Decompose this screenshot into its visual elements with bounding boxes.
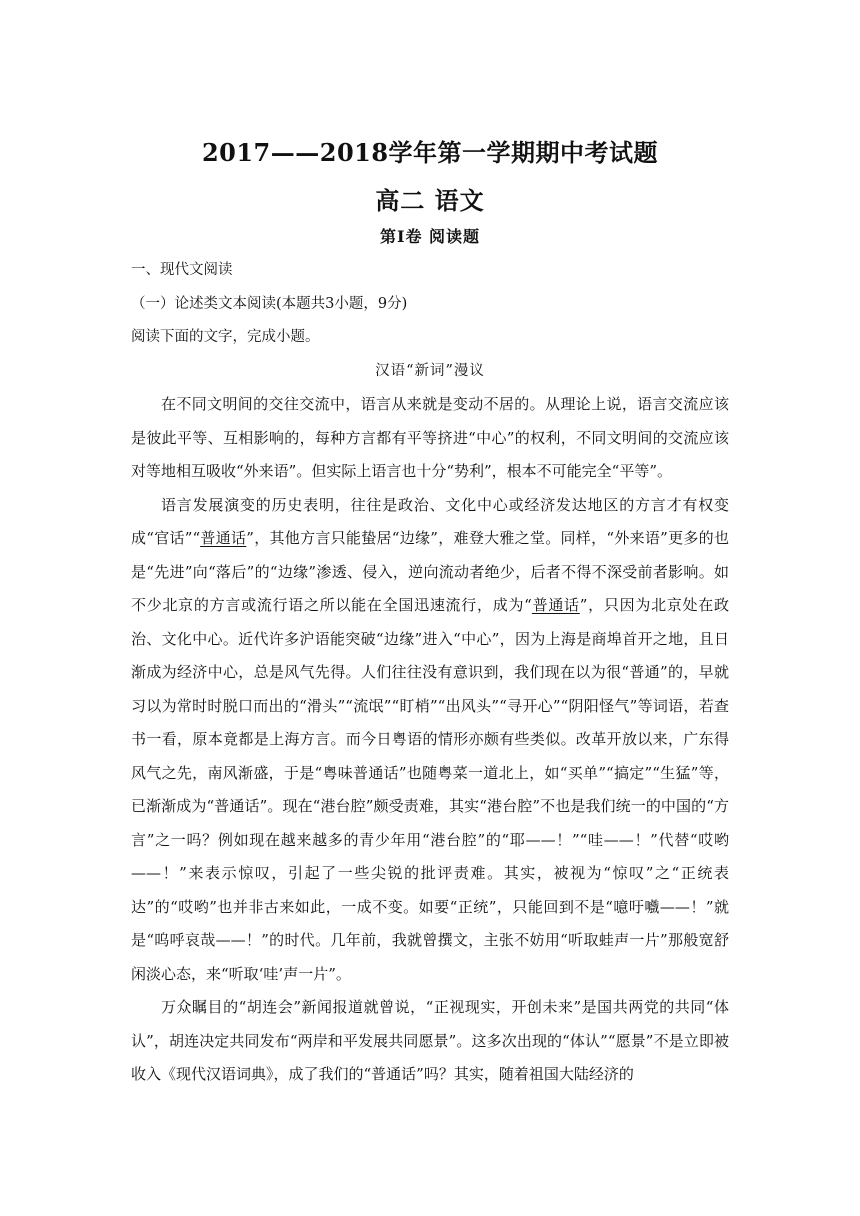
paragraph-2-part-c: ”，只因为北京处在政治、文化中心。近代许多沪语能突破“边缘”进入“中心”，因为上海是商埠首开之地，且日渐成为经济中心，总是风气先得。人们往往没有意识到，我们现在以为很“普通”的，早就习以为常时时脱口而出的“滑头”“流氓”“盯梢”“出风头”“寻开心”“阴阳怪气”等词语，若查书一看，原本竟都是上海方言。而今日粤语的情形亦颇有些类似。改革开放以来，广东得风气之先，南风渐盛，于是“粤味普通话”也随粤菜一道北上，如“买单”“搞定”“生猛”等，已渐渐成为“普通话”。现在“港台腔”颇受责难，其实“港台腔”不也是我们统一的中国的“方言”之一吗？例如现在越来越多的青少年用“港台腔”的“耶——！”“哇——！”代替“哎哟——！”来表示惊叹，引起了一些尖锐的批评责难。其实，被视为“惊叹”之“正统表达”的“哎哟”也并非古来如此，一成不变。如要“正统”，只能回到不是“噫吁嚱——！”就是“呜呼哀哉——！”的时代。几年前，我就曾撰文，主张不妨用“听取蛙声一片”那般宽舒闲淡心态，来“听取‘哇’声一片”。 (131, 596, 729, 983)
underlined-term: 普通话 (200, 529, 247, 547)
paragraph-2-part-a: 语言发展演变的历史表明，往往是政治、文化中心或经济发达地区的方言才有权变成“官话”“ (131, 495, 729, 547)
reading-instruction: 阅读下面的文字，完成小题。 (131, 329, 320, 345)
paragraph-1: 在不同文明间的交往交流中，语言从来就是变动不居的。从理论上说，语言交流应该是彼此平等、互相影响的，每种方言都有平等挤进“中心”的权利，不同文明间的交流应该对等地相互吸收“外来语”。但实际上语言也十分“势利”，根本不可能完全“平等”。 (131, 395, 729, 480)
paragraph-3: 万众瞩目的“胡连会”新闻报道就曾说，“正视现实，开创未来”是国共两党的共同“体认”，胡连决定共同发布“两岸和平发展共同愿景”。这多次出现的“体认”“愿景”不是立即被收入《现代汉语词典》，成了我们的“普通话”吗？其实，随着祖国大陆经济的 (131, 998, 729, 1083)
volume-heading: 第Ⅰ卷 阅读题 (379, 227, 481, 246)
exam-title: 2017——2018学年第一学期期中考试题 (201, 138, 659, 167)
article-body (131, 388, 729, 1092)
paragraph-2-part-b: ”，其他方言只能蛰居“边缘”，难登大雅之堂。同样，“外来语”更多的也是“先进”向“落后”的“边缘”渗透、侵入，逆向流动者绝少，后者不得不深受前者影响。如不少北京的方言或流行语之所以能在全国迅速流行，成为“ (131, 529, 729, 614)
paragraph-2 (131, 489, 729, 992)
part-heading: 一、现代文阅读 (131, 262, 233, 278)
article-title: 汉语“新词”漫议 (375, 363, 485, 379)
subpart-heading: （一）论述类文本阅读(本题共3小题，9分) (131, 296, 408, 312)
exam-subtitle: 高二 语文 (375, 186, 485, 215)
underlined-term: 普通话 (531, 596, 580, 614)
